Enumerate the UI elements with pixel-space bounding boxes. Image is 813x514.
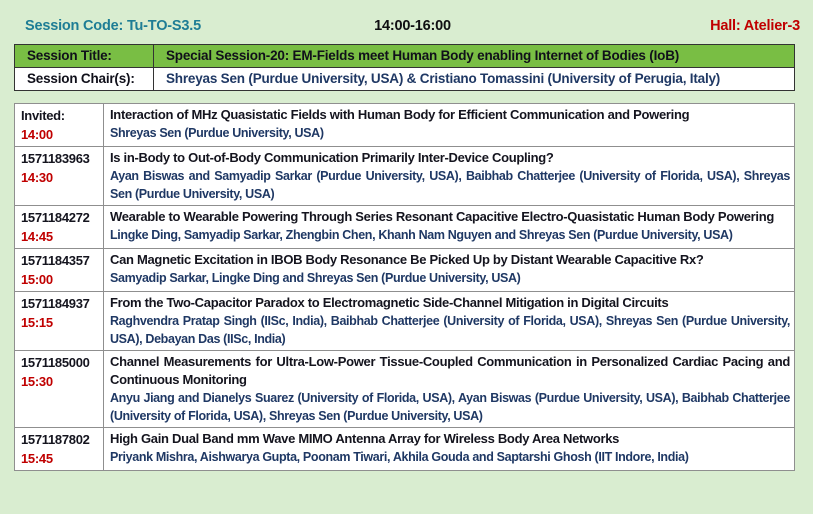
paper-id-cell [15, 292, 104, 351]
session-chair-label: Session Chair(s): [15, 68, 154, 91]
talk-title: Is in-Body to Out-of-Body Communication Primarily Inter-Device Coupling? [110, 150, 554, 165]
schedule-row [15, 147, 795, 206]
paper-id-cell [15, 428, 104, 471]
session-title-label: Session Title: [15, 45, 154, 68]
talk-cell [104, 351, 795, 428]
paper-id: 1571185000 [21, 355, 90, 370]
session-chair-row [15, 68, 795, 91]
paper-id-cell [15, 249, 104, 292]
schedule-table [14, 103, 795, 471]
talk-time: 15:45 [21, 451, 53, 466]
paper-id: 1571184357 [21, 253, 90, 268]
schedule-row [15, 249, 795, 292]
session-info-table [14, 44, 795, 91]
talk-cell [104, 249, 795, 292]
talk-cell [104, 147, 795, 206]
talk-time: 14:30 [21, 170, 53, 185]
session-code: Session Code: Tu-TO-S3.5 [25, 18, 201, 34]
talk-authors: Anyu Jiang and Dianelys Suarez (University of Florida, USA), Ayan Biswas (Purdue University, USA), Baibhab Chatterjee (University of Florida, USA), Shreyas Sen (Purdue University, USA) [110, 391, 790, 423]
top-header [0, 0, 813, 34]
session-title-value: Special Session-20: EM-Fields meet Human Body enabling Internet of Bodies (IoB) [154, 45, 795, 68]
schedule-row [15, 351, 795, 428]
paper-id-cell [15, 147, 104, 206]
hall-label: Hall: Atelier-3 [710, 18, 800, 34]
talk-time: 15:30 [21, 374, 53, 389]
paper-id-cell [15, 351, 104, 428]
paper-id: Invited: [21, 108, 65, 123]
schedule-row [15, 206, 795, 249]
talk-cell [104, 428, 795, 471]
paper-id-cell [15, 206, 104, 249]
talk-title: From the Two-Capacitor Paradox to Electromagnetic Side-Channel Mitigation in Digital Circuits [110, 295, 669, 310]
talk-title: Interaction of MHz Quasistatic Fields with Human Body for Efficient Communication and Powering [110, 107, 690, 122]
talk-time: 15:15 [21, 315, 53, 330]
paper-id: 1571184272 [21, 210, 90, 225]
schedule-row [15, 292, 795, 351]
talk-title: High Gain Dual Band mm Wave MIMO Antenna Array for Wireless Body Area Networks [110, 431, 620, 446]
paper-id: 1571184937 [21, 296, 90, 311]
talk-authors: Priyank Mishra, Aishwarya Gupta, Poonam Tiwari, Akhila Gouda and Saptarshi Ghosh (IIT Indore, India) [110, 450, 689, 464]
talk-title: Can Magnetic Excitation in IBOB Body Resonance Be Picked Up by Distant Wearable Capacitive Rx? [110, 252, 704, 267]
talk-time: 14:00 [21, 127, 53, 142]
talk-title: Wearable to Wearable Powering Through Series Resonant Capacitive Electro-Quasistatic Human Body Powering [110, 209, 774, 224]
talk-authors: Raghvendra Pratap Singh (IISc, India), Baibhab Chatterjee (University of Florida, USA), Shreyas Sen (Purdue University, USA), Debayan Das (IISc, India) [110, 314, 790, 346]
talk-authors: Samyadip Sarkar, Lingke Ding and Shreyas Sen (Purdue University, USA) [110, 271, 521, 285]
talk-cell [104, 292, 795, 351]
paper-id: 1571183963 [21, 151, 90, 166]
talk-title: Channel Measurements for Ultra-Low-Power Tissue-Coupled Communication in Personalized Cardiac Pacing and Continuous Monitoring [110, 354, 790, 387]
talk-cell [104, 104, 795, 147]
session-chair-value: Shreyas Sen (Purdue University, USA) & Cristiano Tomassini (University of Perugia, Italy) [154, 68, 795, 91]
schedule-row [15, 428, 795, 471]
talk-cell [104, 206, 795, 249]
talk-authors: Lingke Ding, Samyadip Sarkar, Zhengbin Chen, Khanh Nam Nguyen and Shreyas Sen (Purdue University, USA) [110, 228, 733, 242]
talk-time: 15:00 [21, 272, 53, 287]
session-title-row [15, 45, 795, 68]
session-time-range: 14:00-16:00 [374, 18, 451, 34]
paper-id-cell [15, 104, 104, 147]
talk-time: 14:45 [21, 229, 53, 244]
paper-id: 1571187802 [21, 432, 90, 447]
talk-authors: Shreyas Sen (Purdue University, USA) [110, 126, 324, 140]
schedule-row [15, 104, 795, 147]
talk-authors: Ayan Biswas and Samyadip Sarkar (Purdue University, USA), Baibhab Chatterjee (University of Florida, USA), Shreyas Sen (Purdue University, USA) [110, 169, 790, 201]
